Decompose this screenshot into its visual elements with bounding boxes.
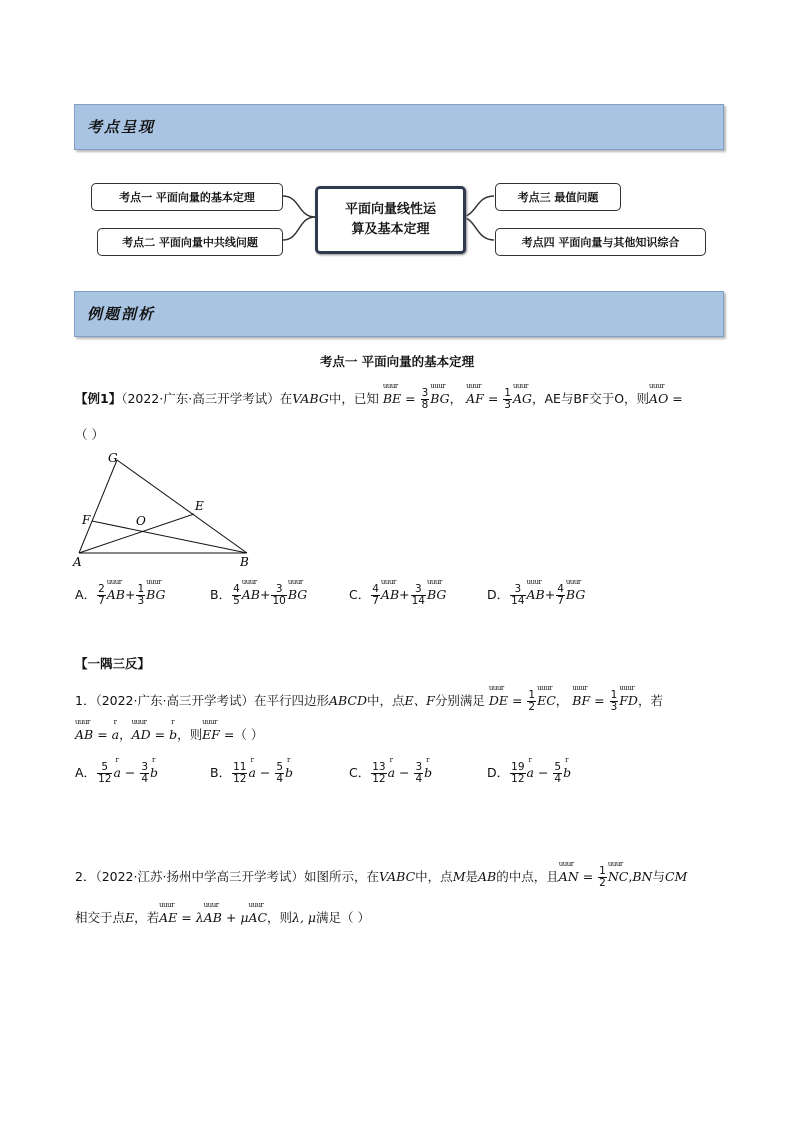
q2-line1a: 2．（2022·江苏·扬州中学高三开学考试）如图所示，在 xyxy=(75,869,379,884)
ex1-option-b[interactable]: B． $\frac{4}{5}$ uuur AB+ $\frac{3}{10}$ uuur BG xyxy=(210,584,307,607)
example1-mid: 中，已知 xyxy=(328,391,379,406)
vec-AF: uuur AF xyxy=(466,391,484,406)
q1-cond: 分别满足 xyxy=(434,693,485,708)
frac-3-8: $\frac{3}{8}$ xyxy=(421,387,429,411)
q1-shape: ABCD xyxy=(328,693,367,708)
banner-liti-label: 例题剖析 xyxy=(87,305,156,323)
opt-letter: A． xyxy=(75,587,97,602)
q1-option-a[interactable]: A． $\frac{5}{12}$ r a − $\frac{3}{4}$ r b xyxy=(75,762,158,785)
example1-source: （2022·广东·高三开学考试）在 xyxy=(121,391,293,406)
opt-letter: C． xyxy=(349,765,371,780)
q1-option-b[interactable]: B． $\frac{11}{12}$ r a − $\frac{5}{4}$ r b xyxy=(210,762,293,785)
q2-line1e: 与 xyxy=(652,869,665,884)
example1-blank: （ ） xyxy=(75,427,104,442)
q1-mid: 中，点 xyxy=(367,693,405,708)
q2-tri: VABC xyxy=(378,869,416,884)
q1-line1: 1．（2022·广东·高三开学考试）在平行四边形ABCD中，点E、F分别满足 uuur DE = $\frac{1}{2}$ uuur EC， uuur BF = $\frac{1}{3}$ uuur FD，若 xyxy=(75,690,663,713)
q2-line2d: 满足（ ） xyxy=(316,910,371,925)
opt-letter: D． xyxy=(487,587,510,602)
mindmap-center-line1: 平面向量线性运 xyxy=(344,202,436,217)
banner-kaodian-label: 考点呈现 xyxy=(87,118,156,136)
opt-letter: D． xyxy=(487,765,510,780)
label-A: A xyxy=(73,555,82,569)
yiju-label: 【一隅三反】 xyxy=(75,656,151,671)
q1-line2: uuur AB = r a，uuur AD = r b，则uuur EF =（ ） xyxy=(75,725,263,743)
opt-letter: B． xyxy=(210,587,232,602)
vec-BE: uuur BE xyxy=(383,391,401,406)
section-heading: 考点一 平面向量的基本定理 xyxy=(319,354,475,369)
vec-AG: uuur AG xyxy=(513,391,532,406)
label-E: E xyxy=(195,499,204,513)
q1-option-c[interactable]: C． $\frac{13}{12}$ r a − $\frac{3}{4}$ r b xyxy=(349,762,432,785)
q2-line2a: 相交于点 xyxy=(75,910,126,925)
mindmap-center xyxy=(315,186,466,254)
example1-label: 【例1】 xyxy=(75,391,122,406)
q1-blank: （ ） xyxy=(234,727,264,742)
q2-ab: AB xyxy=(478,869,497,884)
frac-1-3: $\frac{1}{3}$ xyxy=(504,387,511,411)
triangle-figure xyxy=(70,450,270,570)
q1-points: E、F xyxy=(404,693,435,708)
ex1-option-d[interactable]: D． $\frac{3}{14}$ uuur AB+ $\frac{4}{7}$ uuur BG xyxy=(487,584,585,607)
q2-line1b: 中，点 xyxy=(415,869,453,884)
example1-line: 【例1】（2022·广东·高三开学考试）在VABG中，已知 uuur BE = $\frac{3}{8}$ uuur BG， uuur AF = $\frac{1}{3}$ uuur AG，AE与BF交于O，则uuur AO = xyxy=(75,388,683,411)
q2-line1d: 的中点，且 xyxy=(496,869,559,884)
ex1-option-a[interactable]: A． $\frac{2}{7}$ uuur AB+ $\frac{1}{3}$ uuur BG xyxy=(75,584,166,607)
opt-letter: B． xyxy=(210,765,232,780)
example1-intersect: ，AE与BF交于O，则 xyxy=(531,391,650,406)
sep: ， xyxy=(449,391,463,406)
label-B: B xyxy=(240,555,249,569)
label-G: G xyxy=(108,451,118,465)
q2-line1c: 是 xyxy=(465,869,479,884)
opt-letter: A． xyxy=(75,765,97,780)
q2-line2: 相交于点E，若uuur AE = λuuur AB + μuuur AC，则λ, μ满足（ ） xyxy=(75,908,370,926)
q2-line2b: ，若 xyxy=(134,910,160,925)
mindmap-right1: 考点三 最值问题 xyxy=(495,183,621,211)
label-O: O xyxy=(136,514,146,528)
q1-prefix: 1．（2022·广东·高三开学考试）在平行四边形 xyxy=(75,693,329,708)
example1-triangle: VABG xyxy=(292,391,329,406)
vec-BG: uuur BG xyxy=(430,391,449,406)
mindmap-left2: 考点二 平面向量中共线问题 xyxy=(97,228,283,256)
q1-ze: ，则 xyxy=(177,727,203,742)
vec-AO: uuur AO xyxy=(649,391,668,406)
mindmap-left1: 考点一 平面向量的基本定理 xyxy=(91,183,283,211)
opt-letter: C． xyxy=(349,587,371,602)
q1-ruo: ，若 xyxy=(637,693,663,708)
q2-m: M xyxy=(452,869,466,884)
ex1-option-c[interactable]: C． $\frac{4}{7}$ uuur AB+ $\frac{3}{14}$ uuur BG xyxy=(349,584,446,607)
mindmap-right2: 考点四 平面向量与其他知识综合 xyxy=(495,228,706,256)
mindmap-center-line2: 算及基本定理 xyxy=(351,222,430,237)
q2-line2c: ，则 xyxy=(267,910,293,925)
label-F: F xyxy=(82,513,91,527)
q2-line1: 2．（2022·江苏·扬州中学高三开学考试）如图所示，在VABC中，点M是AB的中点，且uuur AN = $\frac{1}{2}$ uuur NC,BN与CM xyxy=(75,866,687,889)
q1-option-d[interactable]: D． $\frac{19}{12}$ r a − $\frac{5}{4}$ r b xyxy=(487,762,571,785)
